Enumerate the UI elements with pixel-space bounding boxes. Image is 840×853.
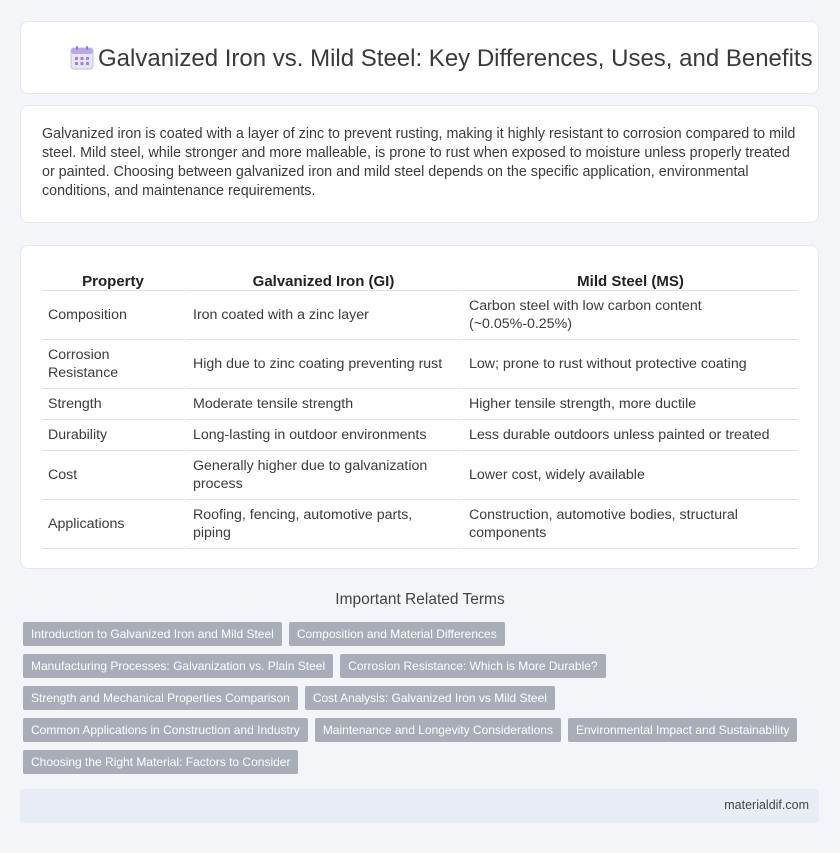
table-cell: Cost: [42, 451, 184, 500]
table-cell: Construction, automotive bodies, structural components: [460, 500, 798, 549]
table-cell: Higher tensile strength, more ductile: [460, 389, 798, 420]
related-term-link[interactable]: Common Applications in Construction and Industry: [23, 718, 308, 742]
related-term-link[interactable]: Introduction to Galvanized Iron and Mild Steel: [23, 622, 282, 646]
table-cell: Long-lasting in outdoor environments: [184, 420, 460, 451]
table-cell: Moderate tensile strength: [184, 389, 460, 420]
table-row: [42, 291, 798, 340]
table-cell: Lower cost, widely available: [460, 451, 798, 500]
comparison-table: [42, 265, 798, 549]
table-cell: Iron coated with a zinc layer: [184, 291, 460, 340]
header-card: [20, 21, 819, 94]
table-cell: Composition: [42, 291, 184, 340]
table-cell: Durability: [42, 420, 184, 451]
column-header-ms: Mild Steel (MS): [460, 265, 798, 291]
column-header-gi: Galvanized Iron (GI): [184, 265, 460, 291]
footer: [20, 789, 819, 823]
table-row: [42, 500, 798, 549]
intro-card: [20, 105, 819, 223]
column-header-property: Property: [42, 265, 184, 291]
table-header-row: [42, 265, 798, 291]
table-cell: Less durable outdoors unless painted or treated: [460, 420, 798, 451]
table-cell: Carbon steel with low carbon content (~0.05%-0.25%): [460, 291, 798, 340]
footer-site-link[interactable]: materialdif.com: [724, 798, 809, 812]
table-row: [42, 389, 798, 420]
table-cell: Corrosion Resistance: [42, 340, 184, 389]
table-cell: Generally higher due to galvanization process: [184, 451, 460, 500]
table-row: [42, 451, 798, 500]
table-cell: Applications: [42, 500, 184, 549]
related-term-link[interactable]: Strength and Mechanical Properties Comparison: [23, 686, 298, 710]
table-row: [42, 340, 798, 389]
related-term-link[interactable]: Environmental Impact and Sustainability: [568, 718, 797, 742]
table-cell: High due to zinc coating preventing rust: [184, 340, 460, 389]
related-term-link[interactable]: Maintenance and Longevity Considerations: [315, 718, 561, 742]
page-title: Galvanized Iron vs. Mild Steel: Key Differences, Uses, and Benefits: [98, 45, 813, 72]
related-term-link[interactable]: Composition and Material Differences: [289, 622, 505, 646]
table-row: [42, 420, 798, 451]
intro-text: Galvanized iron is coated with a layer of zinc to prevent rusting, making it highly resistant to corrosion compared to mild steel. Mild steel, while stronger and more malleable, is prone to rust when exposed to moisture unless properly treated or painted. Choosing between galvanized iron and mild steel depends on the specific application, environmental conditions, and maintenance requirements.: [42, 126, 796, 199]
related-term-link[interactable]: Manufacturing Processes: Galvanization vs. Plain Steel: [23, 654, 333, 678]
calendar-icon: [69, 45, 95, 71]
comparison-table-card: [20, 245, 819, 569]
table-cell: Low; prone to rust without protective coating: [460, 340, 798, 389]
related-term-link[interactable]: Cost Analysis: Galvanized Iron vs Mild Steel: [305, 686, 555, 710]
related-terms-list: [23, 622, 813, 782]
table-cell: Strength: [42, 389, 184, 420]
related-term-link[interactable]: Choosing the Right Material: Factors to Consider: [23, 750, 298, 774]
related-terms-title: Important Related Terms: [335, 591, 505, 608]
related-term-link[interactable]: Corrosion Resistance: Which is More Durable?: [340, 654, 605, 678]
table-cell: Roofing, fencing, automotive parts, piping: [184, 500, 460, 549]
